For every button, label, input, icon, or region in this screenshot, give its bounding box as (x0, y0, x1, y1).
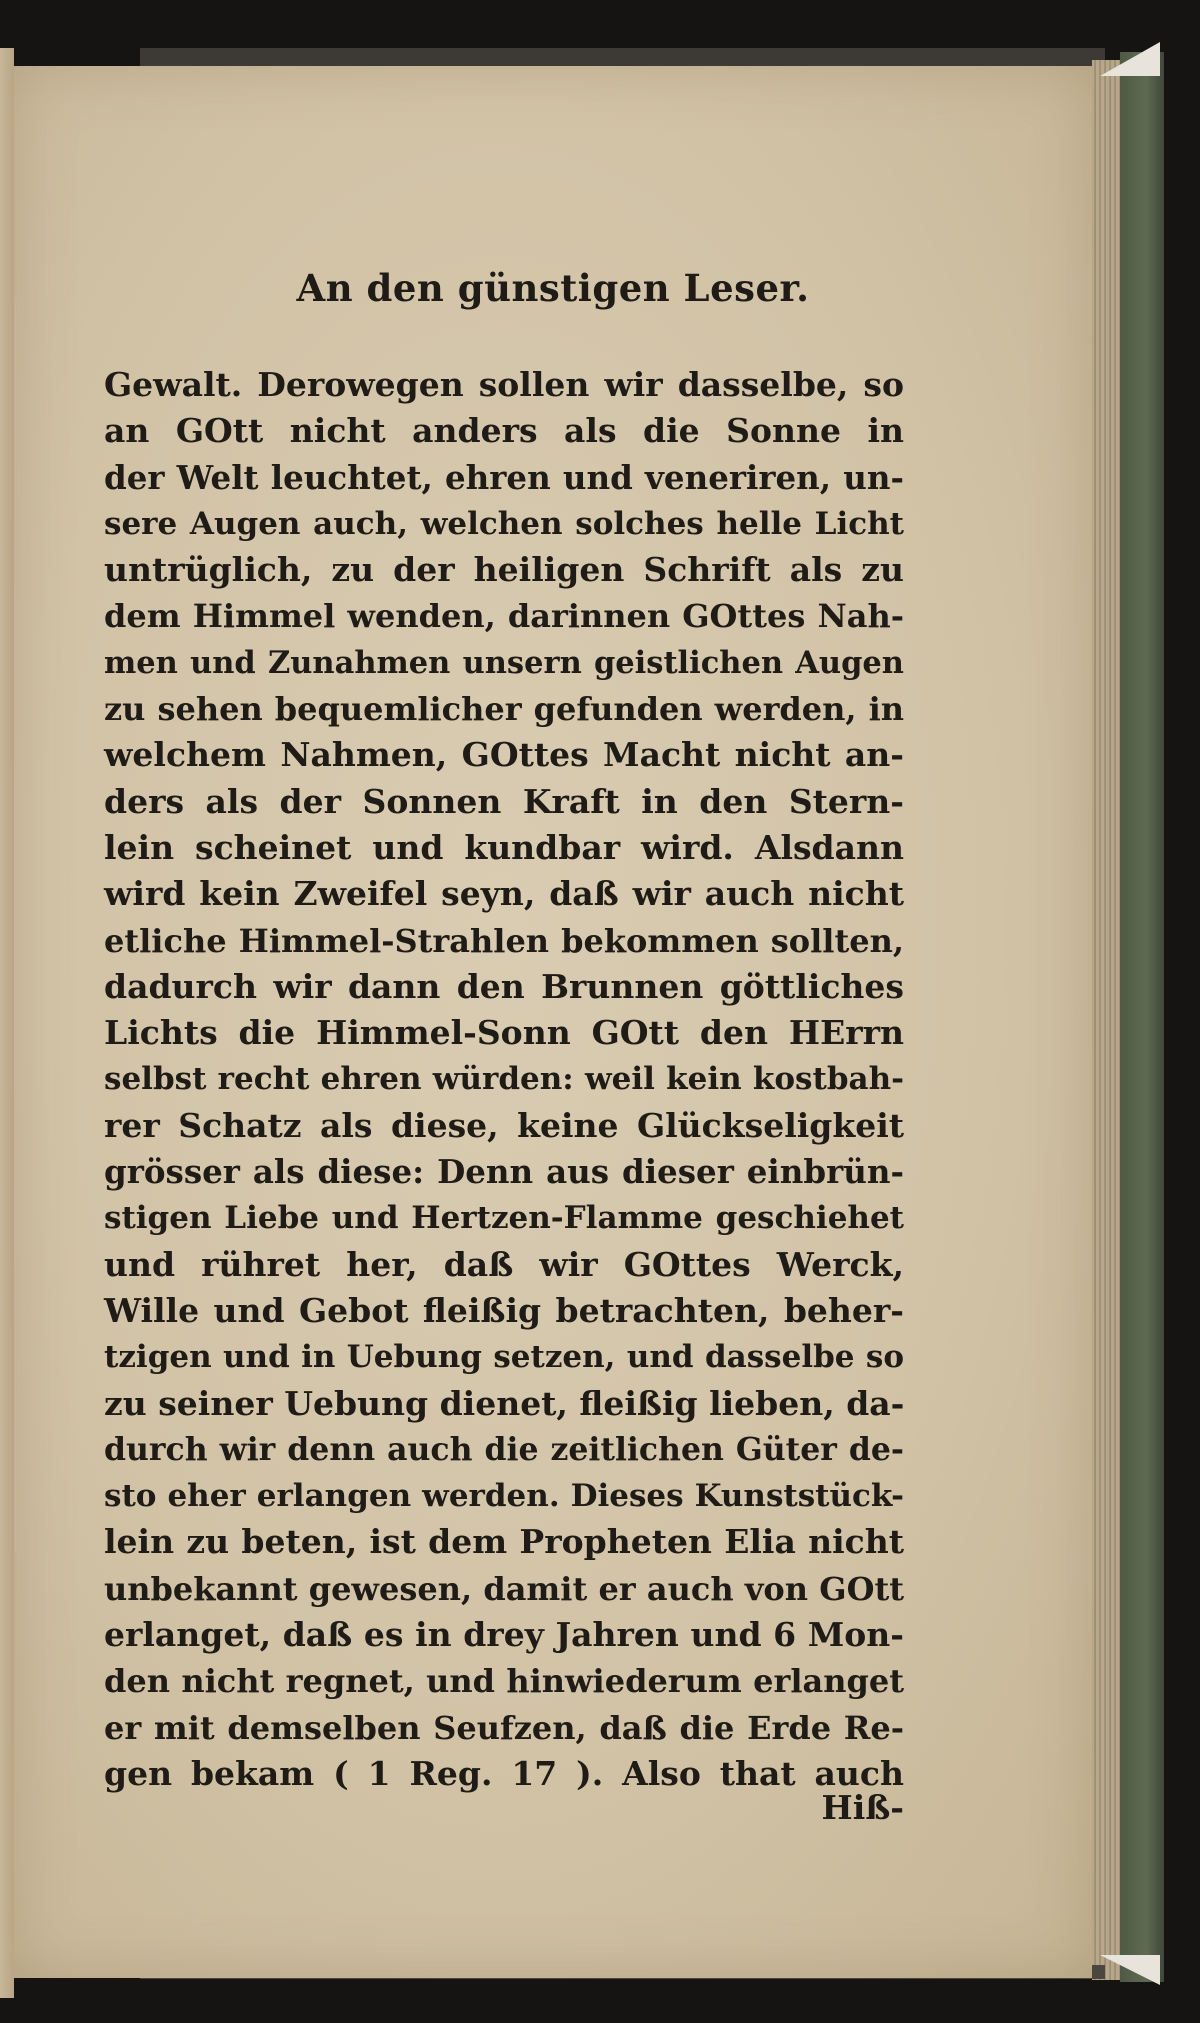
running-header: An den günstigen Leser. (296, 266, 810, 310)
text-line: den nicht regnet, und hinwiederum erlanget (104, 1662, 904, 1701)
facing-page-edge (0, 48, 14, 1998)
text-line: etliche Himmel-Strahlen bekommen sollten, (104, 921, 904, 960)
text-line: dem Himmel wenden, darinnen GOttes Nah- (104, 597, 904, 636)
text-line: Gewalt. Derowegen sollen wir dasselbe, so (104, 365, 904, 404)
text-line: und rühret her, daß wir GOttes Werck, (104, 1244, 904, 1284)
text-line: tzigen und in Uebung setzen, und dasselbe so (104, 1339, 904, 1376)
text-line: zu seiner Uebung dienet, fleißig lieben, da- (104, 1383, 905, 1423)
text-line: selbst recht ehren würden: weil kein kostbah- (104, 1061, 904, 1098)
text-line: welchem Nahmen, GOttes Macht nicht an- (104, 735, 904, 775)
text-line: lein zu beten, ist dem Propheten Elia nicht (104, 1522, 904, 1562)
text-line: lein scheinet und kundbar wird. Alsdann (104, 827, 904, 867)
text-line: dadurch wir dann den Brunnen göttliches (104, 966, 904, 1006)
text-line: rer Schatz als diese, keine Glückseligkeit (104, 1105, 904, 1145)
page-edges (1092, 60, 1120, 1980)
text-line: Wille und Gebot fleißig betrachten, beher- (104, 1290, 904, 1330)
text-line: grösser als diese: Denn aus dieser einbrün- (104, 1152, 904, 1192)
text-line: durch wir denn auch die zeitlichen Güter de- (104, 1430, 904, 1468)
text-line: sere Augen auch, welchen solches helle Licht (104, 505, 904, 542)
text-line: der Welt leuchtet, ehren und veneriren, un- (104, 457, 904, 497)
catchword: Hiß- (821, 1788, 904, 1827)
text-line: unbekannt gewesen, damit er auch von GOtt (104, 1569, 904, 1608)
book-cover-board (1120, 52, 1164, 1982)
text-line: er mit demselben Seufzen, daß die Erde Re- (104, 1708, 904, 1747)
body-text (104, 362, 904, 1797)
text-line: an GOtt nicht anders als die Sonne in (104, 411, 904, 451)
text-line: men und Zunahmen unsern geistlichen Augen (104, 644, 904, 681)
book-page (14, 66, 1092, 1978)
text-line: wird kein Zweifel seyn, daß wir auch nicht (104, 874, 904, 914)
text-line: Lichts die Himmel-Sonn GOtt den HErrn (104, 1013, 904, 1053)
text-line: sto eher erlangen werden. Dieses Kunststück- (104, 1478, 904, 1515)
text-line: untrüglich, zu der heiligen Schrift als zu (104, 550, 904, 590)
text-line: ders als der Sonnen Kraft in den Stern- (104, 781, 904, 821)
text-line: stigen Liebe und Hertzen-Flamme geschiehet (104, 1200, 904, 1237)
text-line: erlanget, daß es in drey Jahren und 6 Mon- (104, 1615, 904, 1655)
corner-protector-bottom (1100, 1955, 1160, 1985)
text-line: zu sehen bequemlicher gefunden werden, in (104, 690, 904, 729)
corner-protector-top (1100, 42, 1160, 76)
text-line: gen bekam ( 1 Reg. 17 ). Also that auch (104, 1753, 904, 1793)
